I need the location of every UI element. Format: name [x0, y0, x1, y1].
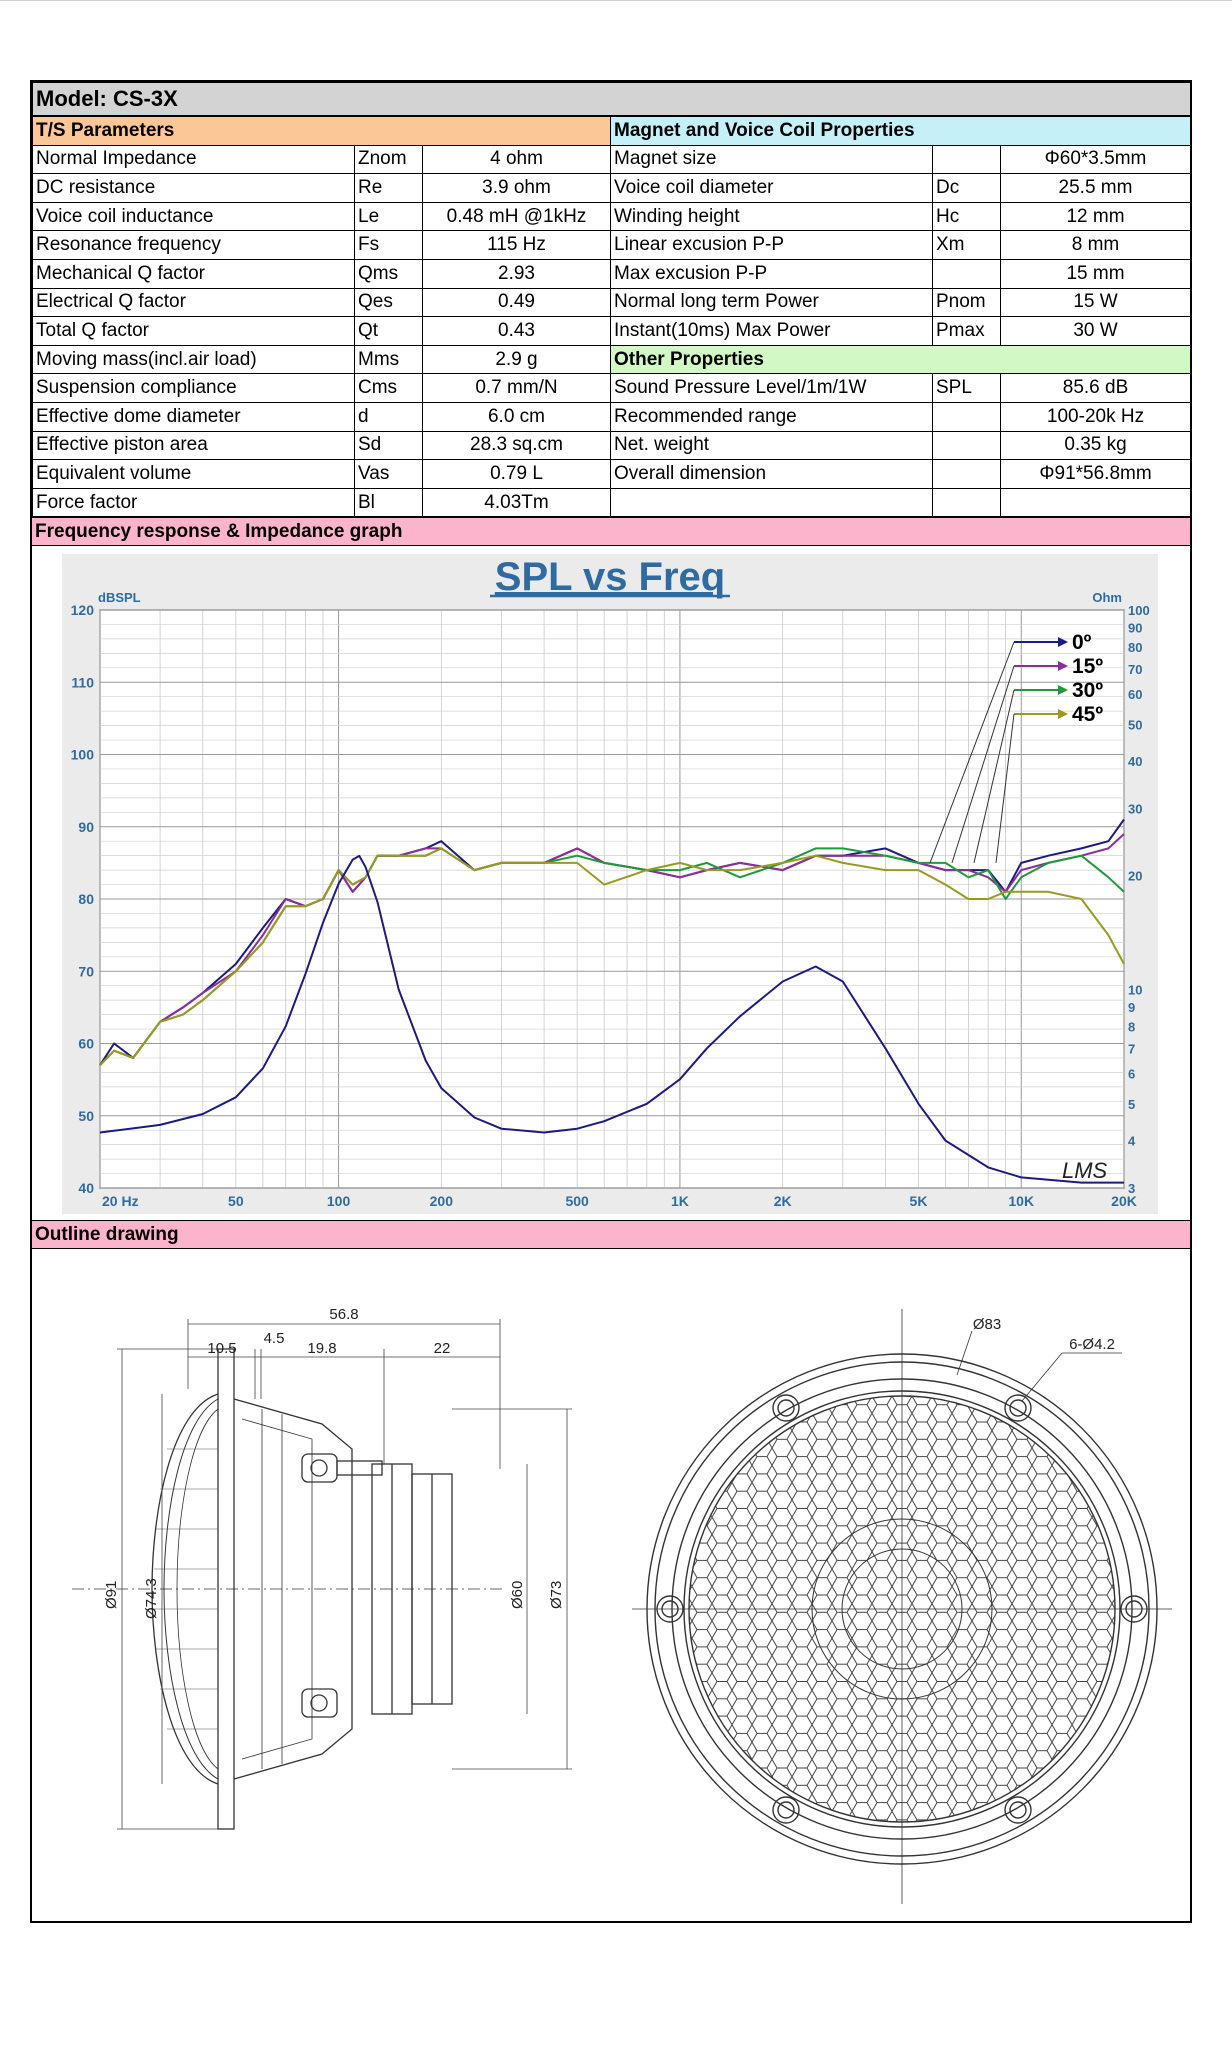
ts-param-name: Normal Impedance [33, 145, 355, 174]
ts-param-name: Resonance frequency [33, 231, 355, 260]
ts-param-symbol: Re [355, 174, 423, 203]
magnet-param-symbol: Pmax [933, 317, 1001, 346]
y2-tick-label: 80 [1128, 640, 1143, 656]
spec-row [33, 317, 1191, 346]
dim-holes: 6-Ø4.2 [1069, 1336, 1115, 1354]
top-border-line [0, 0, 1232, 1]
y-tick-label: 50 [78, 1108, 94, 1125]
y-tick-label: 60 [78, 1035, 94, 1052]
spec-row [33, 202, 1191, 231]
spec-row [33, 145, 1191, 174]
other-param-symbol: SPL [933, 374, 1001, 403]
ts-param-name: Mechanical Q factor [33, 259, 355, 288]
ts-param-name: Suspension compliance [33, 374, 355, 403]
magnet-param-value: 15 W [1001, 288, 1191, 317]
dim-d74: Ø74.3 [143, 1578, 160, 1620]
y2-tick-label: 30 [1128, 801, 1143, 817]
ts-param-value: 28.3 sq.cm [423, 431, 611, 460]
ts-param-name: Voice coil inductance [33, 202, 355, 231]
other-param-name: Net. weight [611, 431, 933, 460]
y2-tick-label: 100 [1128, 603, 1150, 619]
y2-tick-label: 6 [1128, 1067, 1136, 1083]
magnet-param-value: 25.5 mm [1001, 174, 1191, 203]
front-view [632, 1309, 1172, 1904]
other-param-name: Recommended range [611, 402, 933, 431]
ts-param-value: 2.93 [423, 259, 611, 288]
magnet-param-value: Φ60*3.5mm [1001, 145, 1191, 174]
magnet-param-symbol [933, 259, 1001, 288]
chart-title: SPL vs Freq [494, 555, 726, 600]
ts-param-symbol: Bl [355, 488, 423, 517]
x-tick-label: 1K [670, 1193, 689, 1210]
y2-tick-label: 3 [1128, 1181, 1136, 1197]
dim-d83: Ø83 [972, 1316, 1002, 1334]
y2-tick-label: 90 [1128, 620, 1143, 636]
y-tick-label: 40 [78, 1180, 94, 1197]
spec-row [33, 488, 1191, 517]
empty-cell [933, 488, 1001, 517]
x-tick-label: 10K [1008, 1193, 1035, 1210]
ts-param-name: Total Q factor [33, 317, 355, 346]
spec-row [33, 345, 1191, 374]
graph-area [32, 546, 1190, 1220]
y-axis-label: dBSPL [98, 590, 141, 606]
other-header: Other Properties [611, 345, 1191, 374]
y-tick-label: 80 [78, 891, 94, 908]
dim-d60: Ø60 [509, 1580, 526, 1610]
other-param-value: Φ91*56.8mm [1001, 460, 1191, 489]
other-param-symbol [933, 460, 1001, 489]
legend-label: 30º [1072, 679, 1104, 703]
ts-param-value: 4 ohm [423, 145, 611, 174]
front-dims [973, 1316, 1115, 1353]
magnet-param-symbol [933, 145, 1001, 174]
outline-svg [32, 1249, 1190, 1911]
y-tick-label: 100 [70, 746, 94, 763]
y2-tick-label: 5 [1128, 1097, 1136, 1113]
ts-param-name: Effective piston area [33, 431, 355, 460]
ts-param-name: Effective dome diameter [33, 402, 355, 431]
ts-param-value: 0.79 L [423, 460, 611, 489]
spl-chart [62, 554, 1158, 1214]
y2-tick-label: 40 [1128, 754, 1143, 770]
side-dims [103, 1306, 565, 1619]
y2-tick-label: 8 [1128, 1019, 1136, 1035]
magnet-param-symbol: Pnom [933, 288, 1001, 317]
magnet-param-symbol: Hc [933, 202, 1001, 231]
ts-param-value: 2.9 g [423, 345, 611, 374]
ts-param-name: Force factor [33, 488, 355, 517]
spec-row [33, 174, 1191, 203]
x-tick-label: 200 [429, 1193, 454, 1210]
magnet-param-name: Normal long term Power [611, 288, 933, 317]
ts-param-symbol: Mms [355, 345, 423, 374]
y2-tick-label: 70 [1128, 662, 1143, 678]
ts-param-symbol: Fs [355, 231, 423, 260]
ts-param-value: 0.7 mm/N [423, 374, 611, 403]
spec-table [32, 82, 1191, 517]
other-param-value: 85.6 dB [1001, 374, 1191, 403]
ts-param-symbol: Sd [355, 431, 423, 460]
magnet-param-value: 30 W [1001, 317, 1191, 346]
ts-param-name: Equivalent volume [33, 460, 355, 489]
dim-basket: 19.8 [307, 1340, 337, 1358]
x-tick-label: 20 Hz [102, 1193, 139, 1210]
spec-row [33, 460, 1191, 489]
legend-label: 15º [1072, 655, 1104, 679]
outline-header: Outline drawing [32, 1220, 1190, 1249]
magnet-param-value: 8 mm [1001, 231, 1191, 260]
y2-tick-label: 60 [1128, 687, 1143, 703]
magnet-param-name: Magnet size [611, 145, 933, 174]
spec-row [33, 374, 1191, 403]
ts-param-value: 6.0 cm [423, 402, 611, 431]
empty-cell [611, 488, 933, 517]
ts-param-value: 0.48 mH @1kHz [423, 202, 611, 231]
ts-param-value: 0.49 [423, 288, 611, 317]
empty-cell [1001, 488, 1191, 517]
ts-param-symbol: Qes [355, 288, 423, 317]
freq-response-header: Frequency response & Impedance graph [32, 517, 1190, 546]
watermark-text: LMS [1062, 1158, 1108, 1184]
ts-param-symbol: Qt [355, 317, 423, 346]
outline-drawing [32, 1249, 1190, 1911]
ts-param-symbol: Cms [355, 374, 423, 403]
ts-param-value: 3.9 ohm [423, 174, 611, 203]
magnet-param-symbol: Xm [933, 231, 1001, 260]
ts-header: T/S Parameters [33, 116, 611, 145]
y2-tick-label: 10 [1128, 982, 1143, 998]
magnet-param-name: Voice coil diameter [611, 174, 933, 203]
x-tick-label: 500 [565, 1193, 589, 1210]
side-view [72, 1319, 572, 1829]
other-param-value: 0.35 kg [1001, 431, 1191, 460]
spec-row [33, 402, 1191, 431]
x-tick-label: 5K [909, 1193, 928, 1210]
ts-param-name: Moving mass(incl.air load) [33, 345, 355, 374]
magnet-param-name: Instant(10ms) Max Power [611, 317, 933, 346]
magnet-header: Magnet and Voice Coil Properties [611, 116, 1191, 145]
terminal-bottom [302, 1689, 337, 1717]
ts-param-symbol: Qms [355, 259, 423, 288]
y-tick-label: 70 [78, 963, 94, 980]
legend-label: 0º [1072, 631, 1092, 655]
y2-tick-label: 50 [1128, 717, 1143, 733]
ts-param-name: DC resistance [33, 174, 355, 203]
dim-dome: 10.5 [207, 1340, 237, 1358]
other-param-symbol [933, 402, 1001, 431]
dim-flange: 4.5 [263, 1330, 285, 1348]
ts-param-value: 0.43 [423, 317, 611, 346]
x-tick-label: 100 [326, 1193, 351, 1210]
spec-row [33, 431, 1191, 460]
y2-axis-label: Ohm [1092, 590, 1122, 606]
legend-label: 45º [1072, 703, 1104, 727]
spec-row [33, 259, 1191, 288]
dim-magnet: 22 [433, 1340, 451, 1358]
ts-param-value: 115 Hz [423, 231, 611, 260]
ts-param-symbol: Znom [355, 145, 423, 174]
other-param-name: Overall dimension [611, 460, 933, 489]
ts-param-symbol: Vas [355, 460, 423, 489]
y2-tick-label: 4 [1128, 1133, 1136, 1149]
x-tick-label: 2K [773, 1193, 792, 1210]
magnet-param-name: Max excusion P-P [611, 259, 933, 288]
y-tick-label: 120 [70, 602, 94, 619]
x-tick-label: 50 [228, 1193, 244, 1210]
ts-param-symbol: Le [355, 202, 423, 231]
dim-overall-depth: 56.8 [329, 1306, 359, 1324]
ts-param-symbol: d [355, 402, 423, 431]
x-tick-label: 20K [1111, 1193, 1137, 1210]
y2-tick-label: 9 [1128, 1000, 1136, 1016]
other-param-value: 100-20k Hz [1001, 402, 1191, 431]
y2-tick-label: 7 [1128, 1041, 1136, 1057]
graph-panel [62, 554, 1158, 1214]
magnet-param-name: Winding height [611, 202, 933, 231]
dim-d91: Ø91 [103, 1580, 120, 1610]
magnet-param-value: 12 mm [1001, 202, 1191, 231]
other-param-symbol [933, 431, 1001, 460]
ts-param-name: Electrical Q factor [33, 288, 355, 317]
spec-row [33, 288, 1191, 317]
spec-sheet [30, 80, 1192, 1923]
y-tick-label: 90 [78, 819, 94, 836]
ts-param-value: 4.03Tm [423, 488, 611, 517]
magnet-param-name: Linear excusion P-P [611, 231, 933, 260]
magnet-param-symbol: Dc [933, 174, 1001, 203]
other-param-name: Sound Pressure Level/1m/1W [611, 374, 933, 403]
y2-tick-label: 20 [1128, 868, 1143, 884]
dim-d73: Ø73 [548, 1580, 565, 1610]
terminal-top [302, 1454, 337, 1482]
spec-row [33, 231, 1191, 260]
model-title: Model: CS-3X [33, 83, 1191, 117]
magnet-param-value: 15 mm [1001, 259, 1191, 288]
y-tick-label: 110 [71, 674, 94, 691]
